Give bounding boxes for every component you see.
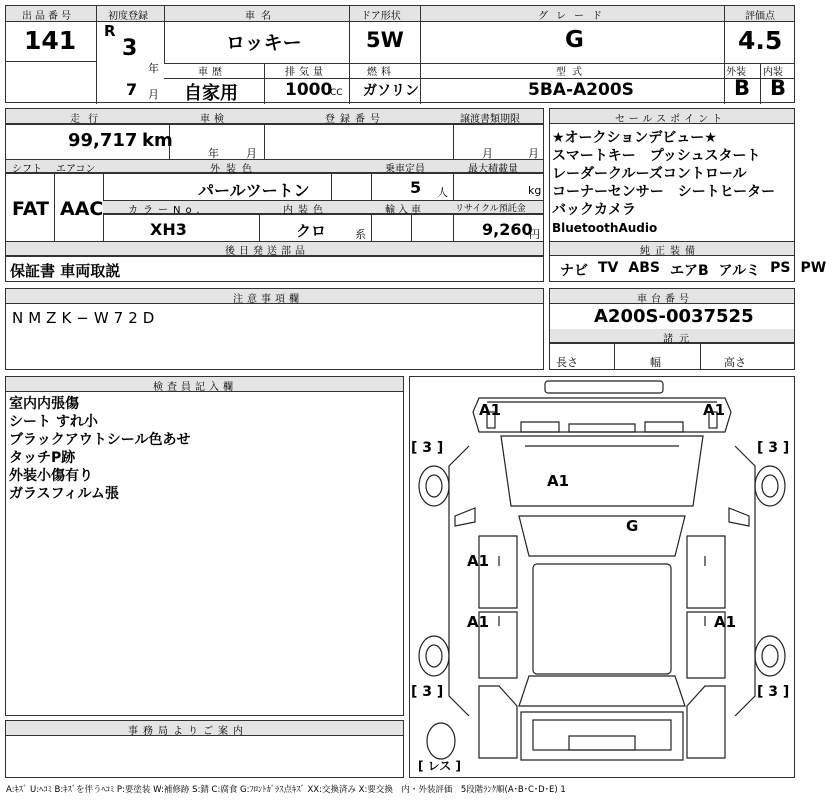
capacity-label: 乗車定員 [385, 164, 425, 175]
car-name-label: 車名 [245, 11, 277, 22]
reg-no-label: 登録番号 [325, 114, 385, 125]
genuine-item: TV [598, 260, 619, 276]
genuine-label: 純正装備 [640, 246, 700, 257]
genuine-item: PW [800, 260, 826, 276]
transfer-day-unit: 月 [528, 147, 539, 160]
car-name-value: ロッキー [226, 32, 302, 54]
inspection-label: 車検 [200, 114, 228, 125]
cc-unit: CC [330, 88, 343, 98]
sales-point-item: ★オークションデビュー★ [552, 130, 717, 146]
int-color-label: 内装色 [283, 205, 328, 216]
later-parts-label: 後日発送部品 [225, 246, 309, 257]
history-label: 車歴 [198, 67, 226, 78]
first-reg-label: 初度登録 [108, 11, 148, 22]
chassis-label: 車台番号 [637, 294, 693, 305]
displacement-label: 排気量 [285, 67, 327, 78]
kg-unit: kg [528, 184, 542, 197]
fuel-value: ガソリン [363, 83, 419, 99]
sales-points-list [552, 129, 775, 237]
tire-mark: [ 3 ] [757, 684, 790, 700]
fuel-label: 燃料 [367, 67, 395, 78]
car-diagram [409, 376, 795, 778]
era-letter: R [104, 22, 116, 40]
score-value: 4.5 [738, 26, 783, 55]
displacement-value: 1000 [285, 80, 333, 100]
sales-point-item: レーダークルーズコントロール [552, 166, 747, 182]
genuine-item: ABS [628, 260, 660, 276]
inspection-year-unit: 年 [208, 147, 219, 160]
inspector-note: シート すれ小 [9, 414, 98, 430]
color-no-value: XH3 [150, 220, 187, 239]
persons-unit: 人 [437, 186, 448, 199]
capacity-value: 5 [410, 178, 422, 197]
tire-mark: [ 3 ] [411, 440, 444, 456]
history-value: 自家用 [184, 83, 238, 104]
genuine-item: アルミ [718, 263, 761, 279]
import-label: 輸入車 [385, 205, 424, 216]
lot-no-label: 出品番号 [22, 11, 74, 22]
damage-mark: A1 [467, 613, 490, 631]
notes-label: 注意事項欄 [233, 294, 303, 305]
grade-label: グレード [538, 11, 610, 22]
height-label: 高さ [724, 356, 746, 369]
ac-value: AAC [60, 198, 104, 220]
interior-value: B [770, 76, 787, 100]
sales-point-item: バックカメラ [552, 202, 636, 218]
grade-value: G [565, 27, 584, 53]
year-unit: 年 [148, 62, 159, 75]
model-label: 型式 [556, 67, 588, 78]
damage-mark: A1 [703, 401, 726, 419]
office-label: 事務局よりご案内 [128, 726, 248, 737]
notes-value: NMZK−W72D [12, 309, 160, 327]
exterior-value: B [734, 76, 751, 100]
mileage-label: 走行 [70, 114, 106, 125]
yen-unit: 円 [529, 228, 540, 241]
genuine-item: エアB [669, 263, 709, 279]
shift-value: FAT [12, 198, 49, 220]
spare-tire-mark: [ レス ] [418, 759, 461, 773]
transfer-month-unit: 月 [482, 147, 493, 160]
ext-color-label: 外装色 [210, 164, 258, 175]
damage-mark: A1 [547, 472, 570, 490]
month-unit: 月 [148, 88, 159, 101]
model-value: 5BA-A200S [528, 80, 634, 100]
inspector-note: ブラックアウトシール色あせ [9, 432, 191, 448]
genuine-equipment-row [560, 260, 826, 280]
sales-points-label: セールスポイント [615, 114, 727, 125]
transfer-label: 譲渡書類期限 [460, 114, 520, 125]
door-value: 5W [366, 28, 404, 52]
sales-point-item: BluetoothAudio [552, 221, 658, 235]
series-unit: 系 [355, 228, 366, 241]
ac-label: エアコン [56, 164, 96, 175]
km-unit: km [142, 130, 173, 151]
color-no-label: カラーNo. [128, 205, 205, 216]
int-color-value: クロ [296, 222, 327, 240]
width-label: 幅 [650, 356, 661, 369]
interior-label: 内装 [763, 67, 783, 78]
later-parts-value: 保証書 車両取説 [10, 262, 121, 280]
damage-mark: A1 [479, 401, 502, 419]
mileage-value: 99,717 [68, 130, 138, 151]
legend-text: A:ｷｽﾞ U:ﾍｺﾐ B:ｷｽﾞを伴うﾍｺﾐ P:要塗装 W:補修跡 S:錆 C:腐食 G:ﾌﾛﾝﾄｶﾞﾗｽ点ｷｽﾞ XX:交換済み X:要交換 内・外装評価 5段階ﾗﾝｸ順(A･B･C･D･E) 1 [6, 785, 566, 795]
damage-mark: A1 [714, 613, 737, 631]
shift-label: シフト [12, 164, 42, 175]
inspector-label: 検査員記入欄 [153, 382, 237, 393]
inspector-note: ガラスフィルム張 [9, 486, 119, 502]
specs-label: 諸元 [663, 334, 695, 345]
ext-color-value: パールツートン [198, 181, 310, 200]
tire-mark: [ 3 ] [411, 684, 444, 700]
sales-point-item: コーナーセンサー シートヒーター [552, 184, 776, 200]
inspection-month-unit: 月 [246, 147, 257, 160]
inspector-note: 室内内張傷 [9, 396, 79, 412]
sales-point-item: スマートキー プッシュスタート [552, 148, 761, 164]
tire-mark: [ 3 ] [757, 440, 790, 456]
inspector-notes-list [9, 395, 190, 503]
length-label: 長さ [556, 356, 578, 369]
genuine-item: ナビ [560, 263, 588, 279]
damage-mark: A1 [467, 552, 490, 570]
door-label: ドア形状 [361, 11, 401, 22]
recycle-label: リサイクル預託金 [455, 204, 526, 214]
lot-number: 141 [24, 26, 77, 55]
reg-month: 7 [126, 80, 138, 99]
max-load-label: 最大積載量 [468, 164, 518, 175]
recycle-value: 9,260 [482, 220, 533, 239]
damage-mark: G [626, 517, 639, 535]
genuine-item: PS [770, 260, 791, 276]
reg-year: 3 [122, 36, 138, 61]
inspector-note: 外装小傷有り [9, 468, 93, 484]
chassis-value: A200S-0037525 [594, 306, 754, 327]
exterior-label: 外装 [726, 67, 746, 78]
score-label: 評価点 [745, 11, 775, 22]
inspector-note: タッチP跡 [9, 450, 76, 466]
